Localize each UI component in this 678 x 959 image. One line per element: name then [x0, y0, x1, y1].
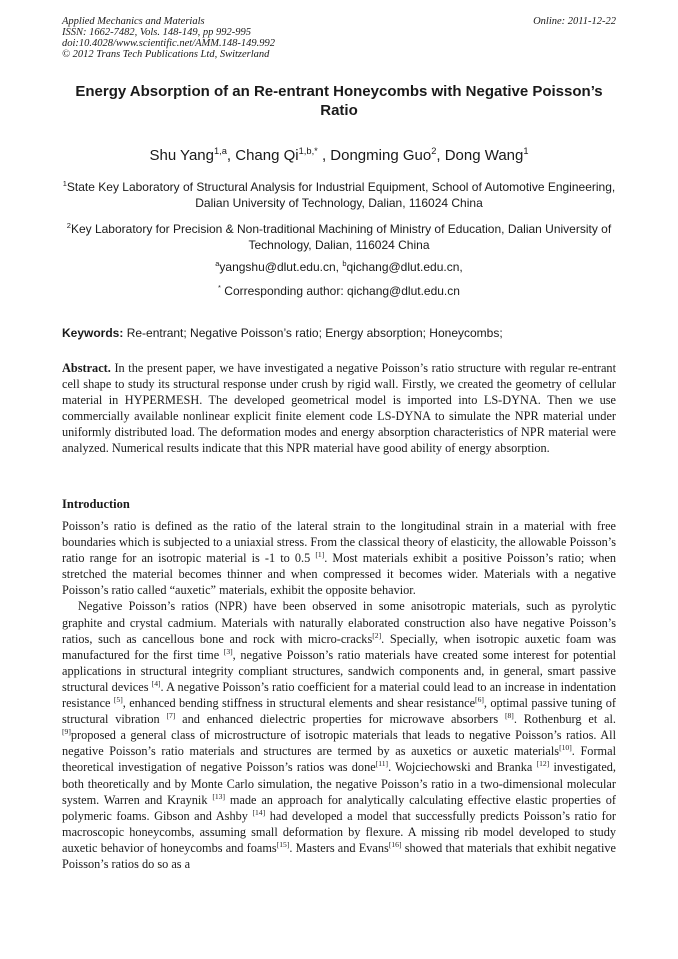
text-run: Poisson’s ratio is defined as the ratio of the lateral strain to the longitudinal strain in a material with free boundaries which is subjected to a uniaxial stress. From the classical theory of elasticity, the allowable Poisson’s ratio range for an isotropic material is -1 to 0.5: [62, 519, 616, 566]
citation: [15]: [276, 839, 290, 849]
author-name: , Dongming Guo: [317, 147, 432, 164]
citation: [10]: [559, 743, 572, 753]
citation: [6]: [475, 694, 484, 704]
keywords-text: Re-entrant; Negative Poisson’s ratio; Energy absorption; Honeycombs;: [123, 326, 503, 340]
citation: [13]: [212, 791, 226, 801]
text-run: . A negative Poisson’s ratio coefficient for a material could lead to an increase in indentation resistance: [62, 679, 616, 711]
journal-issn: ISSN: 1662-7482, Vols. 148-149, pp 992-995: [62, 27, 251, 38]
text-run: . Specially, when isotropic auxetic foam was manufactured for the first time: [62, 631, 617, 662]
text-run: , optimal passive tuning of structural vibration: [62, 696, 617, 727]
citation: [3]: [223, 646, 233, 656]
author-sup-text: 1,b,: [298, 146, 315, 156]
text-run: made an approach for analytically calculating effective elastic properties of polymeric foams. Gibson and Ashby: [62, 792, 617, 823]
citation: [12]: [536, 759, 550, 769]
paragraph: [62, 518, 616, 598]
affiliation-2: [62, 221, 616, 253]
citation: [4]: [151, 678, 161, 688]
citation: [11]: [375, 759, 389, 769]
author-sup: 1: [523, 146, 529, 156]
text-run: proposed a general class of microstructure of isotropic materials that leads to negative Poisson’s ratios. All negative Poisson’s ratio materials and structures are termed by as auxetics or auxetic materials: [62, 728, 616, 759]
citation: [16]: [388, 839, 402, 849]
text-run: . Formal theoretical investigation of negative Poisson’s ratios was done: [62, 744, 616, 775]
citation: [1]: [315, 550, 325, 560]
text-run: . Wojciechowski and Branka: [388, 760, 537, 775]
citation: [8]: [504, 711, 514, 721]
citation: [2]: [372, 630, 382, 640]
text-run: . Most materials exhibit a positive Poisson’s ratio; when stretched the material becomes thinner and when compressed it becomes wider. Materials with a negative Poisson’s ratio called “auxetic” materials, exhibit the opposite behavior.: [62, 551, 616, 598]
journal-copyright: © 2012 Trans Tech Publications Ltd, Switzerland: [62, 49, 270, 60]
text-run: . Masters and Evans: [289, 840, 389, 855]
author-name: , Chang Qi: [226, 147, 299, 164]
journal-doi: doi:10.4028/www.scientific.net/AMM.148-149.992: [62, 38, 275, 49]
journal-header: [62, 16, 616, 60]
paragraph: [62, 598, 616, 872]
corresponding-author: [62, 283, 616, 299]
abstract: [62, 360, 616, 457]
keywords: [62, 325, 616, 341]
citation: [7]: [166, 711, 176, 721]
affiliation-1: [62, 179, 616, 211]
text-run: , negative Poisson’s ratio materials have created some interest for potential applications in structural integrity compliant structures, sandwich components and, in general, smart passive structural devices: [62, 647, 616, 694]
email-link: qichang@dlut.edu.cn,: [346, 260, 463, 274]
paper-title: Energy Absorption of an Re-entrant Honeycombs with Negative Poisson’s Ratio: [75, 83, 603, 119]
text-run: investigated, both theoretically and by Monte Carlo simulation, the negative Poisson’s ratio in a two-dimensional molecular system. Warren and Kraynik: [62, 760, 616, 807]
email-sup: b: [342, 259, 347, 268]
author-sup: 2: [431, 146, 437, 156]
affiliation-sup: 2: [66, 221, 71, 230]
author-emails: [62, 259, 616, 275]
author-name: Shu Yang: [149, 147, 214, 164]
text-run: had developed a model that successfully predicts Poisson’s ratio for macroscopic honeycombs, assuming small deformation by flexure. A missing rib model developed to study auxetic behavior of honeycombs and foams: [62, 808, 616, 855]
text-run: and enhanced dielectric properties for microwave absorbers: [175, 712, 505, 727]
affiliation-text: State Key Laboratory of Structural Analysis for Industrial Equipment, School of Automotive Engineering, Dalian University of Technology, Dalian, 116024 China: [66, 180, 616, 210]
abstract-label: Abstract.: [62, 361, 111, 375]
author-list: [62, 146, 616, 166]
keywords-label: Keywords:: [62, 326, 124, 340]
email-sup: a: [215, 259, 220, 268]
introduction-body: [62, 518, 616, 872]
affiliation-sup: 1: [62, 179, 67, 188]
citation: [14]: [252, 807, 266, 817]
author-sup: [299, 146, 318, 156]
citation: [9]: [62, 727, 71, 737]
text-run: showed that materials that exhibit negative Poisson’s ratios do so as a: [62, 840, 616, 871]
corresponding-text: Corresponding author: qichang@dlut.edu.cn: [220, 284, 460, 298]
text-run: . Rothenburg et al.: [513, 712, 616, 727]
abstract-text: In the present paper, we have investigated a negative Poisson’s ratio structure with regular re-entrant cell shape to study its structural response under crush by rigid wall. Firstly, we created the geometry of cellular material in HYPERMESH. The developed geometrical model is imported into LS-DYNA. Then we use commercially available nonlinear explicit finite element code LS-DYNA to simulate the NPR material under uniformly distributed load. The deformation modes and energy absorption characteristics of NPR material were analyzed. Numerical results indicate that this NPR material have good ability of energy absorption.: [62, 361, 616, 456]
corresponding-star: *: [314, 146, 318, 156]
citation: [5]: [113, 694, 123, 704]
author-name: , Dong Wang: [436, 147, 524, 164]
email-link: yangshu@dlut.edu.cn,: [219, 260, 343, 274]
journal-name: Applied Mechanics and Materials: [62, 16, 205, 27]
affiliation-text: Key Laboratory for Precision & Non-traditional Machining of Ministry of Education, Dalian University of Technology, Dalian, 116024 China: [70, 222, 612, 252]
author-sup: 1,a: [213, 146, 227, 156]
text-run: , enhanced bending stiffness in structural elements and shear resistance: [122, 696, 476, 711]
text-run: Negative Poisson’s ratios (NPR) have been observed in some anisotropic materials, such as pyrolytic graphite and crystal cadmium. Materials with naturally elaborated construction also have negative Poisson’s ratios, such as cancellous bone and rock with micro-cracks: [62, 599, 616, 646]
corresponding-sup: *: [218, 283, 221, 292]
online-date: Online: 2011-12-22: [533, 16, 616, 27]
introduction-heading: Introduction: [62, 497, 130, 511]
